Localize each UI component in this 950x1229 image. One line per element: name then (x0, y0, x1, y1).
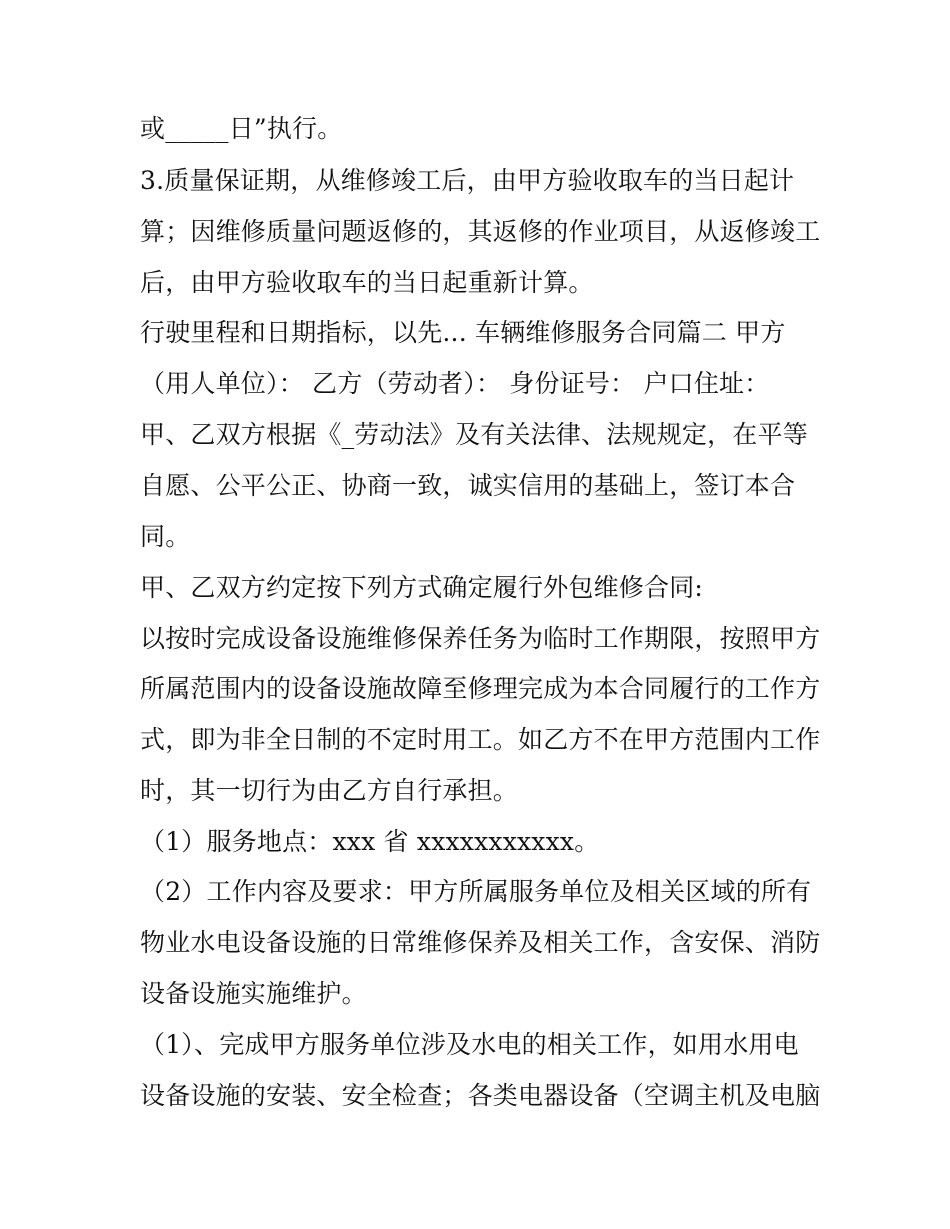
text-line: 算；因维修质量问题返修的，其返修的作业项目，从返修竣工 (140, 217, 821, 246)
text-line: （用人单位）： 乙方（劳动者）： 身份证号： 户口住址： (140, 369, 770, 398)
text-line: 甲、乙双方约定按下列方式确定履行外包维修合同: (140, 573, 704, 602)
text-line: 式，即为非全日制的不定时用工。如乙方不在甲方范围内工作 (140, 725, 821, 754)
text-line: 3.质量保证期，从维修竣工后，由甲方验收取车的当日起计 (140, 166, 795, 195)
text-line: 设备设施的安装、安全检查；各类电器设备（空调主机及电脑 (140, 1081, 821, 1110)
text-line: 物业水电设备设施的日常维修保养及相关工作，含安保、消防 (140, 928, 821, 957)
text-line: （1）服务地点：xxx 省 xxxxxxxxxxx。 (140, 827, 600, 856)
text-line: 甲、乙双方根据《_劳动法》及有关法律、法规规定，在平等 (140, 420, 808, 449)
text-line: （2）工作内容及要求：甲方所属服务单位及相关区域的所有 (140, 877, 812, 906)
text-line: 或_____日”执行。 (140, 114, 343, 143)
text-line: 后，由甲方验收取车的当日起重新计算。 (140, 268, 594, 297)
text-line: 所属范围内的设备设施故障至修理完成为本合同履行的工作方 (140, 674, 821, 703)
text-line: 时，其一切行为由乙方自行承担。 (140, 776, 519, 805)
text-line: 同。 (140, 522, 191, 551)
text-line: 行驶里程和日期指标，以先... 车辆维修服务合同篇二 甲方 (140, 318, 786, 347)
text-line: 自愿、公平公正、协商一致，诚实信用的基础上，签订本合 (140, 471, 796, 500)
text-line: （1）、完成甲方服务单位涉及水电的相关工作，如用水用电 (140, 1030, 799, 1059)
text-line: 以按时完成设备设施维修保养任务为临时工作期限，按照甲方 (140, 624, 821, 653)
text-line: 设备设施实施维护。 (140, 979, 367, 1008)
